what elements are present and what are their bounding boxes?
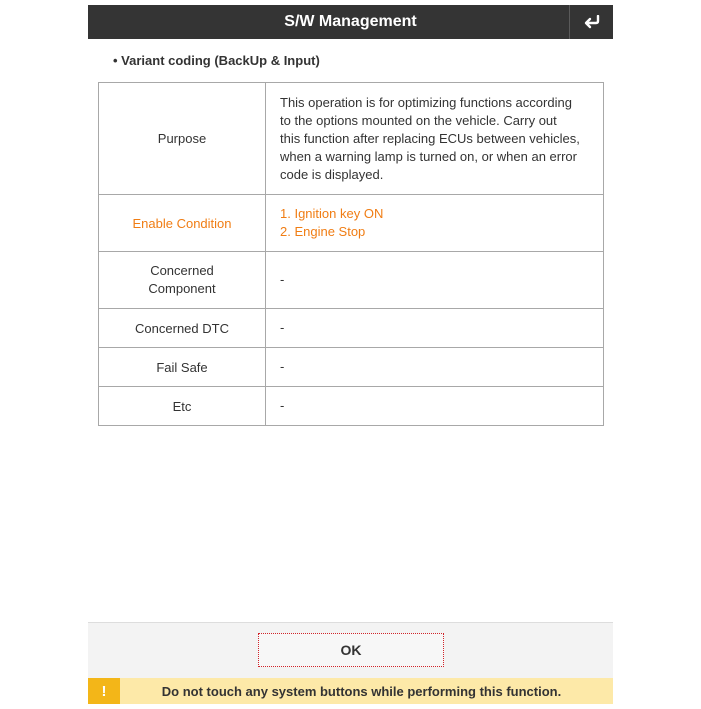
return-arrow-icon [583, 15, 601, 29]
sw-management-screen [88, 5, 613, 704]
table-row [99, 83, 604, 195]
value-line: this function after replacing ECUs between vehicles, [280, 130, 580, 146]
table-row [99, 252, 604, 309]
warning-banner [88, 678, 613, 704]
row-value-concerned-component: - [266, 252, 604, 309]
back-button[interactable] [569, 5, 613, 39]
ok-button[interactable]: OK [258, 633, 444, 667]
value-line: 1. Ignition key ON [280, 206, 384, 221]
row-value-etc: - [266, 387, 604, 426]
row-label-enable-condition: Enable Condition [99, 195, 266, 252]
value-line: 2. Engine Stop [280, 224, 366, 239]
label-line: Component [148, 281, 216, 296]
row-value-fail-safe: - [266, 348, 604, 387]
row-label-concerned-dtc: Concerned DTC [99, 309, 266, 348]
row-value-concerned-dtc: - [266, 309, 604, 348]
table-row [99, 309, 604, 348]
section-title: • Variant coding (BackUp & Input) [113, 53, 320, 68]
info-table [98, 82, 604, 426]
row-label-purpose: Purpose [99, 83, 266, 195]
warning-icon: ! [88, 678, 120, 704]
row-label-fail-safe: Fail Safe [99, 348, 266, 387]
header-bar [88, 5, 613, 39]
row-label-concerned-component [99, 252, 266, 309]
value-line: when a warning lamp is turned on, or when an error [280, 148, 577, 164]
table-row [99, 195, 604, 252]
footer-bar [88, 622, 613, 679]
label-line: Concerned [150, 263, 214, 278]
row-value-enable-condition [266, 195, 604, 252]
row-label-etc: Etc [99, 387, 266, 426]
page-title: S/W Management [284, 13, 417, 30]
value-line: code is displayed. [280, 166, 384, 182]
value-line: This operation is for optimizing functions according [280, 94, 572, 110]
value-line: to the options mounted on the vehicle. Carry out [280, 112, 557, 128]
table-row [99, 348, 604, 387]
table-row [99, 387, 604, 426]
row-value-purpose [266, 83, 604, 195]
warning-text: Do not touch any system buttons while performing this function. [161, 683, 562, 699]
